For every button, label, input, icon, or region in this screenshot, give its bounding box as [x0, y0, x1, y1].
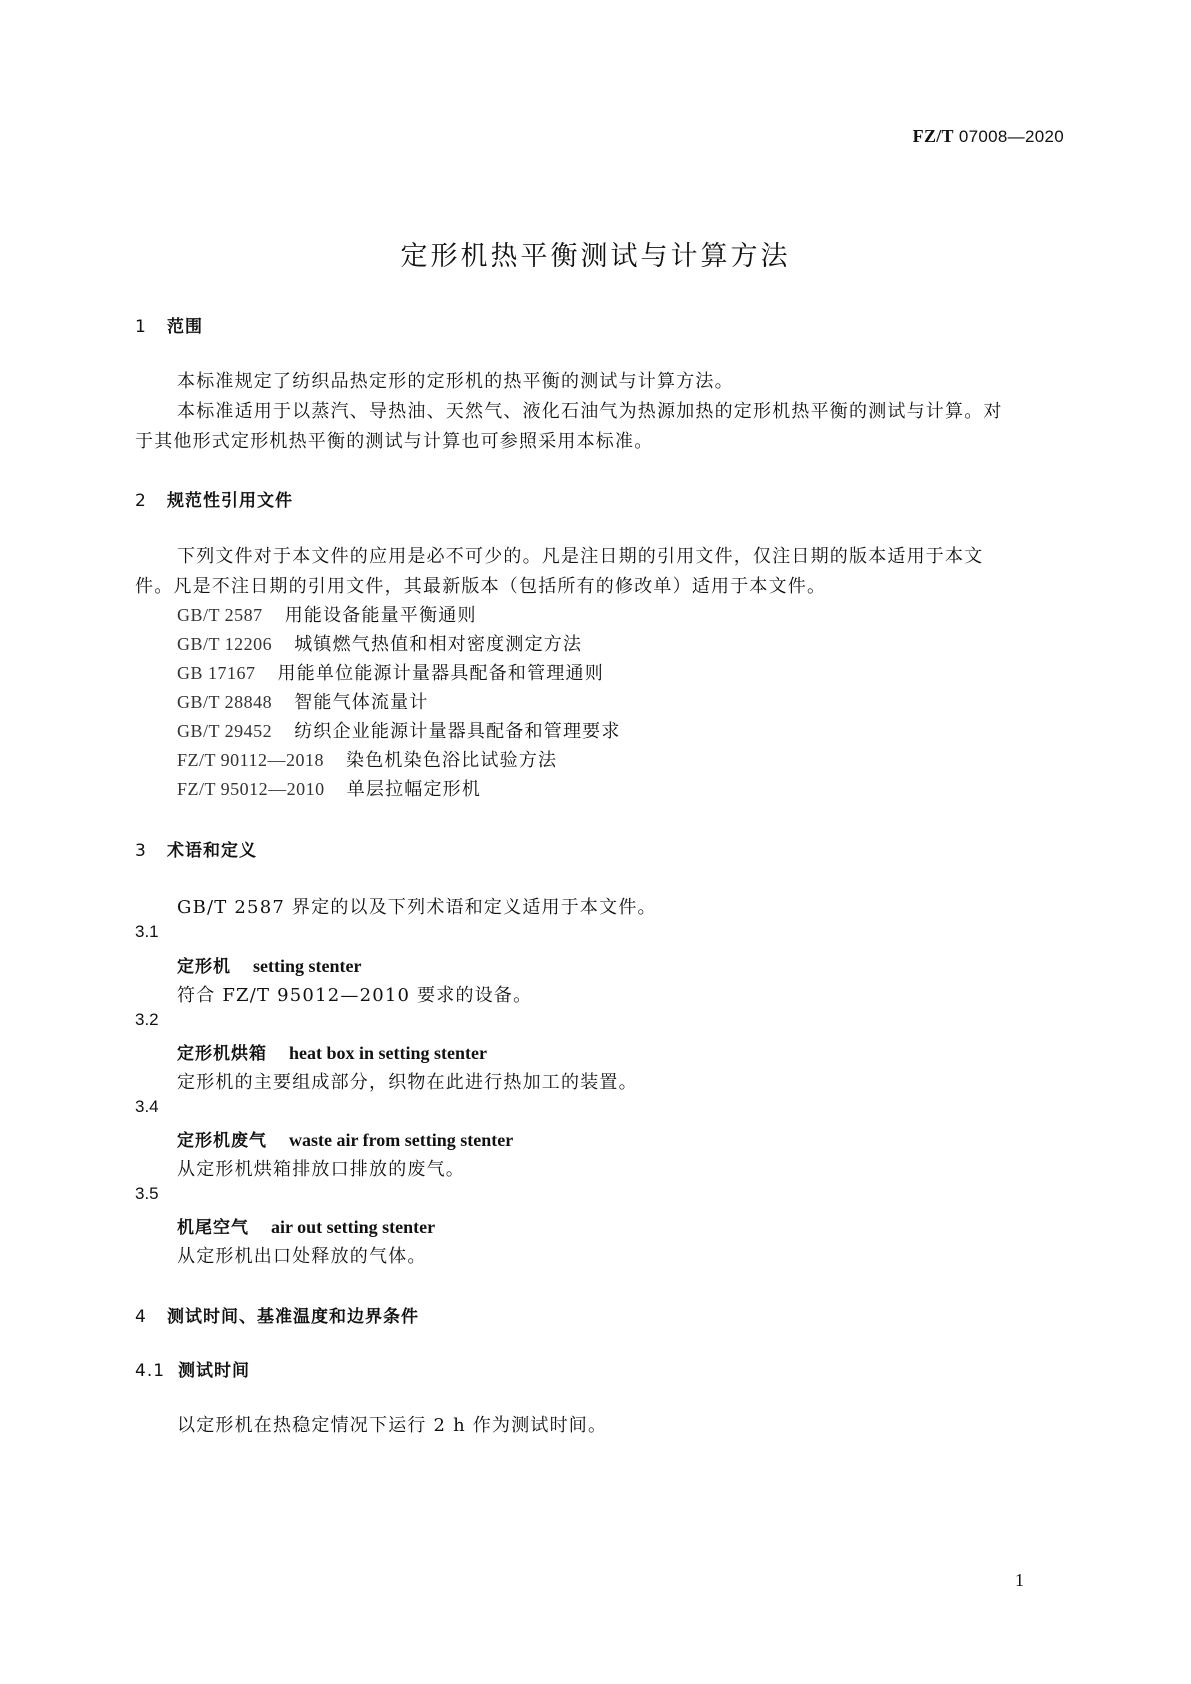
- standard-code-number: 07008—2020: [958, 127, 1064, 146]
- reference-item: GB/T 2587 用能设备能量平衡通则: [177, 605, 477, 626]
- section-1-paragraph-2-line-1: 本标准适用于以蒸汽、导热油、天然气、液化石油气为热源加热的定形机热平衡的测试与计算。对: [177, 401, 1003, 422]
- section-1-heading: 1 范围: [135, 317, 203, 337]
- term-definition: 从定形机出口处释放的气体。: [177, 1246, 427, 1267]
- section-1-paragraph-1: 本标准规定了纺织品热定形的定形机的热平衡的测试与计算方法。: [177, 371, 734, 392]
- term-number: 3.2: [135, 1010, 159, 1029]
- reference-item: FZ/T 90112—2018 染色机染色浴比试验方法: [177, 750, 558, 771]
- section-4-heading: 4 测试时间、基准温度和边界条件: [135, 1307, 419, 1327]
- page-number: 1: [1015, 1570, 1024, 1590]
- document-title: 定形机热平衡测试与计算方法: [400, 241, 791, 272]
- term-number: 3.4: [135, 1097, 159, 1116]
- reference-item: GB/T 28848 智能气体流量计: [177, 692, 429, 713]
- section-4-1-paragraph: 以定形机在热稳定情况下运行 2 h 作为测试时间。: [177, 1415, 608, 1436]
- reference-item: GB/T 29452 纺织企业能源计量器具配备和管理要求: [177, 721, 621, 742]
- term-definition: 从定形机烘箱排放口排放的废气。: [177, 1159, 465, 1180]
- standard-code: [913, 126, 1064, 147]
- section-2-paragraph-line-2: 件。凡是不注日期的引用文件，其最新版本（包括所有的修改单）适用于本文件。: [135, 576, 827, 597]
- section-3-heading: 3 术语和定义: [135, 841, 257, 861]
- section-2-heading: 2 规范性引用文件: [135, 491, 293, 511]
- term-heading: 定形机 setting stenter: [177, 956, 362, 977]
- term-definition: 符合 FZ/T 95012—2010 要求的设备。: [177, 985, 533, 1006]
- term-number: 3.1: [135, 922, 159, 941]
- section-3-intro: GB/T 2587 界定的以及下列术语和定义适用于本文件。: [177, 897, 657, 918]
- term-heading: 机尾空气 air out setting stenter: [177, 1217, 436, 1238]
- section-4-1-heading: 4.1 测试时间: [135, 1361, 250, 1381]
- term-heading: 定形机烘箱 heat box in setting stenter: [177, 1043, 487, 1064]
- reference-item: FZ/T 95012—2010 单层拉幅定形机: [177, 779, 482, 800]
- reference-item: GB 17167 用能单位能源计量器具配备和管理通则: [177, 663, 604, 684]
- term-heading: 定形机废气 waste air from setting stenter: [177, 1130, 514, 1151]
- term-definition: 定形机的主要组成部分，织物在此进行热加工的装置。: [177, 1072, 638, 1093]
- section-2-paragraph-line-1: 下列文件对于本文件的应用是必不可少的。凡是注日期的引用文件，仅注日期的版本适用于本文: [177, 546, 984, 567]
- reference-item: GB/T 12206 城镇燃气热值和相对密度测定方法: [177, 634, 583, 655]
- section-1-paragraph-2-line-2: 于其他形式定形机热平衡的测试与计算也可参照采用本标准。: [135, 431, 654, 452]
- term-number: 3.5: [135, 1184, 159, 1203]
- standard-code-prefix: FZ/T: [912, 126, 954, 146]
